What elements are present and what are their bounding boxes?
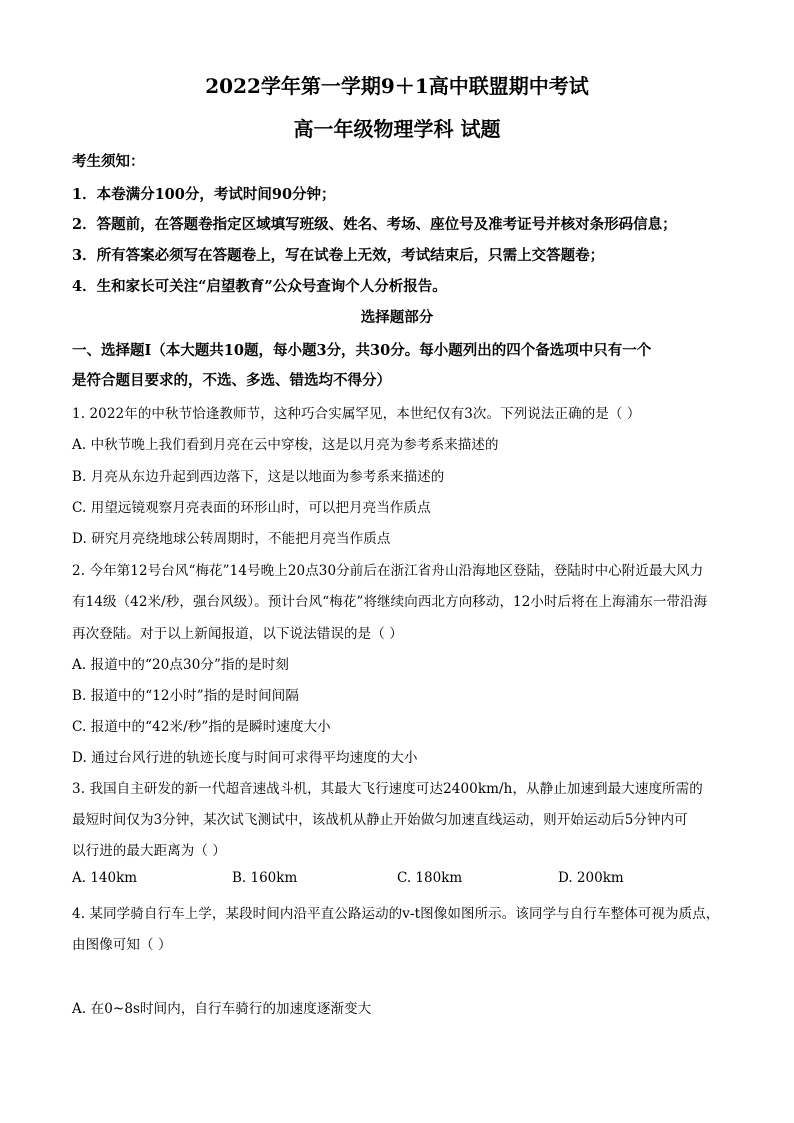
question-2-option-b: B. 报道中的“12小时”指的是时间间隔 [72,688,299,704]
question-2-stem: 有14级（42米/秒，强台风级）。预计台风“梅花”将继续向西北方向移动，12小时后将在上海浦东一带沿海 [72,594,708,610]
question-3-stem: 3. 我国自主研发的新一代超音速战斗机，其最大飞行速度可达2400km/h，从静止加速到最大速度所需的 [72,781,703,797]
question-4-stem: 由图像可知（ ） [72,937,172,953]
question-2-option-d: D. 通过台风行进的轨迹长度与时间可求得平均速度的大小 [72,750,418,766]
question-1-stem: 1. 2022年的中秋节恰逢教师节，这种巧合实属罕见，本世纪仅有3次。下列说法正确的是（ ） [72,406,641,422]
exam-title: 2022学年第一学期9＋1高中联盟期中考试 [205,74,589,98]
notice-item: 4．生和家长可关注“启望教育”公众号查询个人分析报告。 [72,278,447,295]
question-1-option-b: B. 月亮从东边升起到西边落下，这是以地面为参考系来描述的 [72,469,445,485]
section-instructions: 是符合题目要求的，不选、多选、错选均不得分） [72,372,391,389]
section-instructions: 一、选择题Ⅰ（本大题共10题，每小题3分，共30分。每小题列出的四个备选项中只有一个 [72,342,652,359]
question-4-stem: 4. 某同学骑自行车上学，某段时间内沿平直公路运动的v-t图像如图所示。该同学与自行车整体可视为质点， [72,906,720,922]
question-1-option-d: D. 研究月亮绕地球公转周期时，不能把月亮当作质点 [72,531,391,547]
question-3-stem: 最短时间仅为3分钟，某次试飞测试中，该战机从静止开始做匀加速直线运动，则开始运动后5分钟内可 [72,812,688,828]
question-3-stem: 以行进的最大距离为（ ） [72,843,226,859]
exam-subtitle: 高一年级物理学科 试题 [293,117,501,141]
question-3-option-d: D. 200km [558,870,624,886]
question-3-option-c: C. 180km [397,870,463,886]
notice-item: 2．答题前，在答题卷指定区域填写班级、姓名、考场、座位号及准考证号并核对条形码信息； [72,216,677,233]
question-1-option-c: C. 用望远镜观察月亮表面的环形山时，可以把月亮当作质点 [72,500,431,516]
notice-item: 3．所有答案必须写在答题卷上，写在试卷上无效，考试结束后，只需上交答题卷； [72,247,605,264]
question-3-option-b: B. 160km [232,870,298,886]
question-3-option-a: A. 140km [72,870,138,886]
question-1-option-a: A. 中秋节晚上我们看到月亮在云中穿梭，这是以月亮为参考系来描述的 [72,437,499,453]
question-2-option-a: A. 报道中的“20点30分”指的是时刻 [72,657,289,673]
notice-item: 1．本卷满分100分，考试时间90分钟； [72,186,336,203]
section-title: 选择题部分 [360,309,434,326]
question-2-option-c: C. 报道中的“42米/秒”指的是瞬时速度大小 [72,719,331,735]
question-4-option-a: A. 在0~8s时间内，自行车骑行的加速度逐渐变大 [72,1001,372,1017]
question-2-stem: 2. 今年第12号台风“梅花”14号晚上20点30分前后在浙江省舟山沿海地区登陆，登陆时中心附近最大风力 [72,563,704,579]
question-2-stem: 再次登陆。对于以上新闻报道，以下说法错误的是（ ） [72,626,403,642]
notice-heading: 考生须知： [72,153,145,170]
